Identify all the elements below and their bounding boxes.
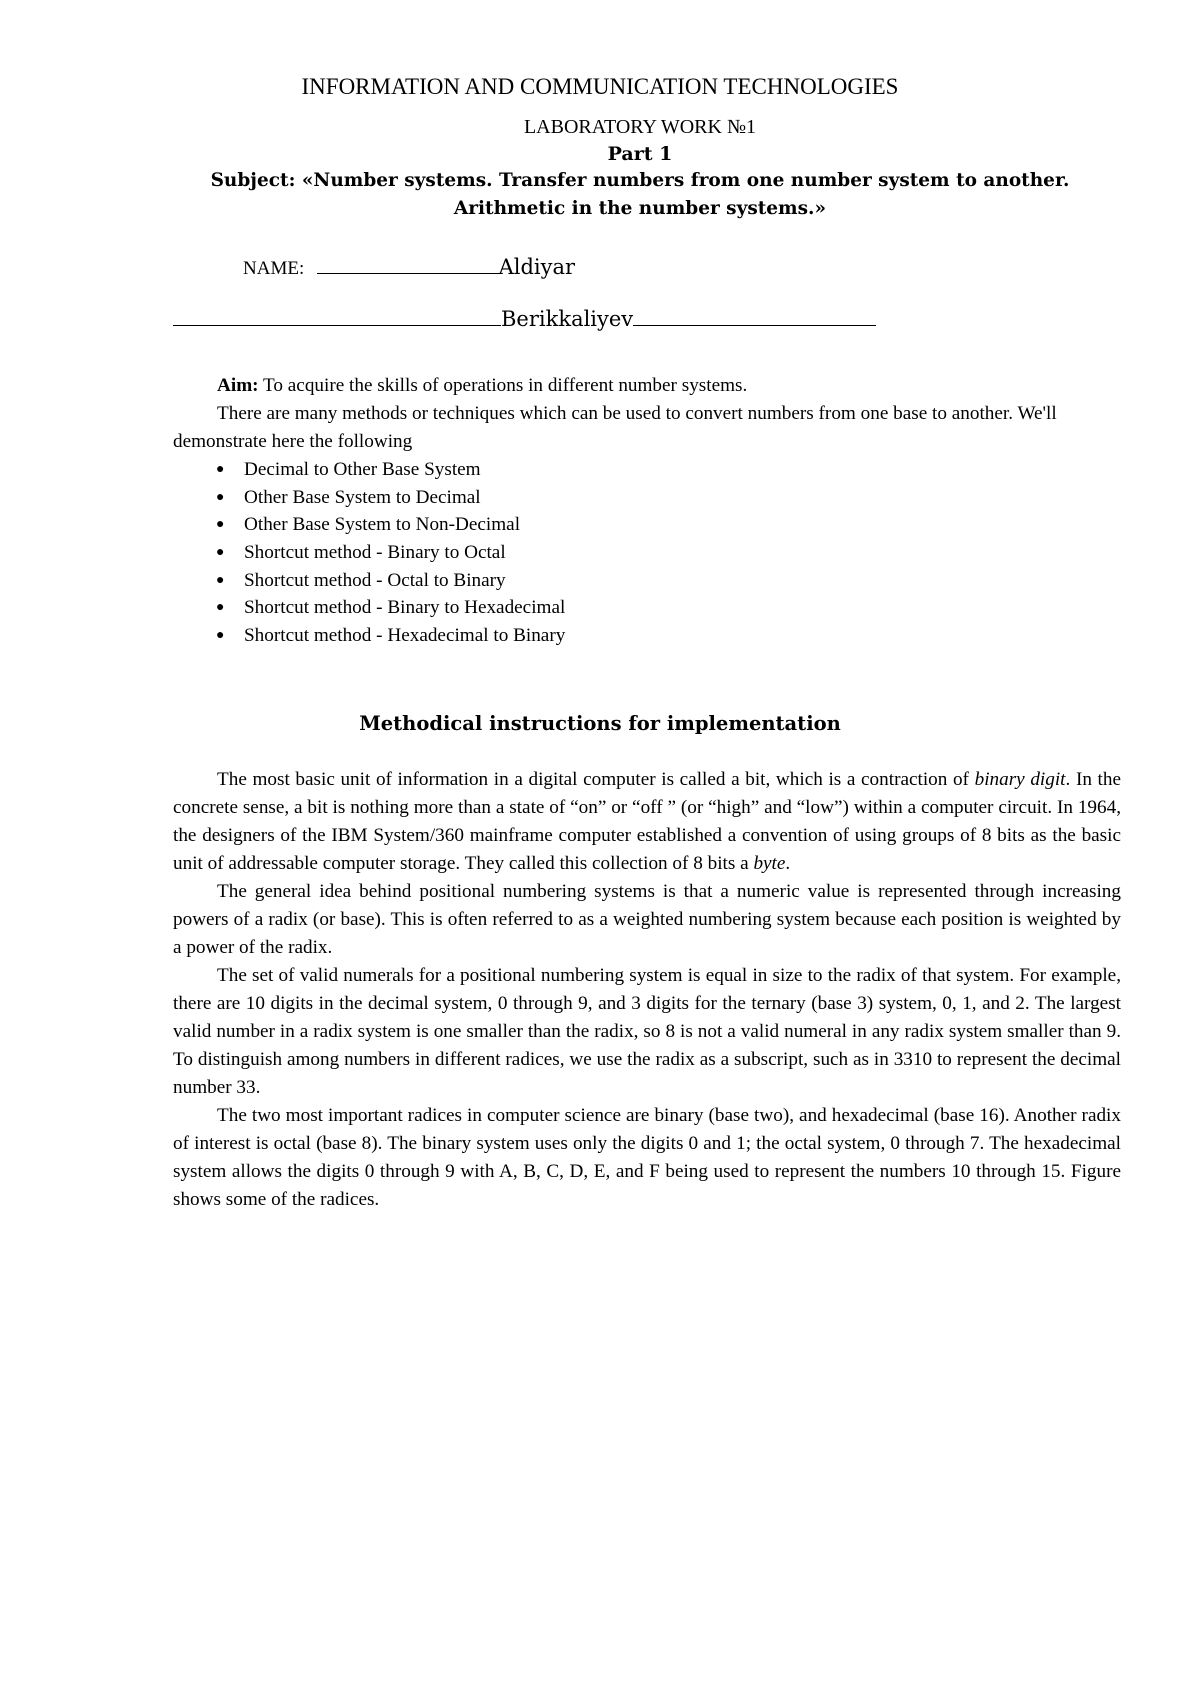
paragraph-text: . (785, 853, 791, 874)
method-label: Other Base System to Decimal (244, 486, 481, 508)
surname-field (173, 307, 876, 331)
method-label: Shortcut method - Binary to Hexadecimal (244, 597, 566, 619)
bullet-icon: ● (216, 600, 225, 616)
lab-work-title: LABORATORY WORK №1 (523, 116, 757, 138)
method-label: Decimal to Other Base System (244, 459, 481, 480)
paragraph-radices: The two most important radices in computer science are binary (base two), and hexadecimal (base 16). Another radix of interest is octal (base 8). The binary system uses only the digits 0 and 1; the octal system, 0 through 7. The hexadecimal system allows the digits 0 through 9 with A, B, C, D, E, and F being used to represent the numbers 10 through 15. Figure shows some of the radices. (173, 1105, 1121, 1210)
name-underline (317, 255, 499, 274)
method-label: Other Base System to Non-Decimal (244, 514, 521, 536)
name-field (243, 255, 575, 280)
bullet-icon: ● (216, 489, 225, 505)
bullet-icon: ● (216, 545, 225, 561)
method-label: Shortcut method - Binary to Octal (244, 542, 506, 564)
subject-line-1: Subject: «Number systems. Transfer numbers from one number system to another. (210, 170, 1070, 191)
list-item (173, 539, 1118, 567)
methods-list (173, 456, 1118, 650)
name-label: NAME: (243, 258, 305, 279)
subject-line-2: Arithmetic in the number systems.» (453, 198, 827, 219)
first-name: Aldiyar (498, 255, 576, 279)
method-label: Shortcut method - Octal to Binary (244, 569, 506, 591)
bullet-icon: ● (216, 572, 225, 588)
surname-underline-left (173, 307, 501, 326)
body-text (173, 766, 1121, 1214)
part-label: Part 1 (607, 143, 673, 165)
methods-intro: There are many methods or techniques which can be used to convert numbers from one base to another. We'll demonstrate here the following (173, 403, 1057, 452)
paragraph-bit (173, 766, 1121, 878)
emphasis-binary-digit: binary digit (974, 769, 1066, 790)
bullet-icon: ● (216, 462, 225, 477)
method-label: Shortcut method - Hexadecimal to Binary (244, 625, 566, 647)
list-item (173, 567, 1118, 595)
emphasis-byte: byte (753, 853, 786, 874)
paragraph-valid-numerals: The set of valid numerals for a positional numbering system is equal in size to the radix of that system. For example, there are 10 digits in the decimal system, 0 through 9, and 3 digits for the ternary (base 3) system, 0, 1, and 2. The largest valid number in a radix system is one smaller than the radix, so 8 is not a valid numeral in any radix system smaller than 9. To distinguish among numbers in different radices, we use the radix as a subscript, such as in 3310 to represent the decimal number 33. (173, 965, 1121, 1098)
bullet-icon: ● (216, 628, 225, 644)
surname-underline-right (633, 307, 876, 326)
aim-label: Aim: (217, 375, 259, 396)
aim-paragraph (173, 372, 1118, 400)
paragraph-text: The most basic unit of information in a digital computer is called a bit, which is a contraction of (217, 769, 975, 790)
list-item (173, 484, 1118, 512)
list-item (173, 622, 1118, 650)
document-title: INFORMATION AND COMMUNICATION TECHNOLOGIES (301, 74, 899, 99)
aim-text: To acquire the skills of operations in different number systems. (258, 375, 748, 396)
bullet-icon: ● (216, 517, 225, 533)
aim-section (173, 372, 1118, 650)
last-name: Berikkaliyev (501, 307, 634, 331)
list-item (173, 511, 1118, 539)
section-heading: Methodical instructions for implementation (359, 712, 841, 735)
list-item (173, 456, 1118, 484)
list-item (173, 594, 1118, 622)
paragraph-positional: The general idea behind positional numbering systems is that a numeric value is represented through increasing powers of a radix (or base). This is often referred to as a weighted numbering system because each position is weighted by a power of the radix. (173, 881, 1121, 958)
paragraph-text: . In the concrete sense, a bit is nothing more than a state of “on” or “off ” (or “high” and “low”) within a computer circuit. In 1964, the designers of the IBM System/360 mainframe computer established a convention of using groups of 8 bits as the basic unit of addressable computer storage. They called this collection of 8 bits a (173, 769, 1121, 874)
